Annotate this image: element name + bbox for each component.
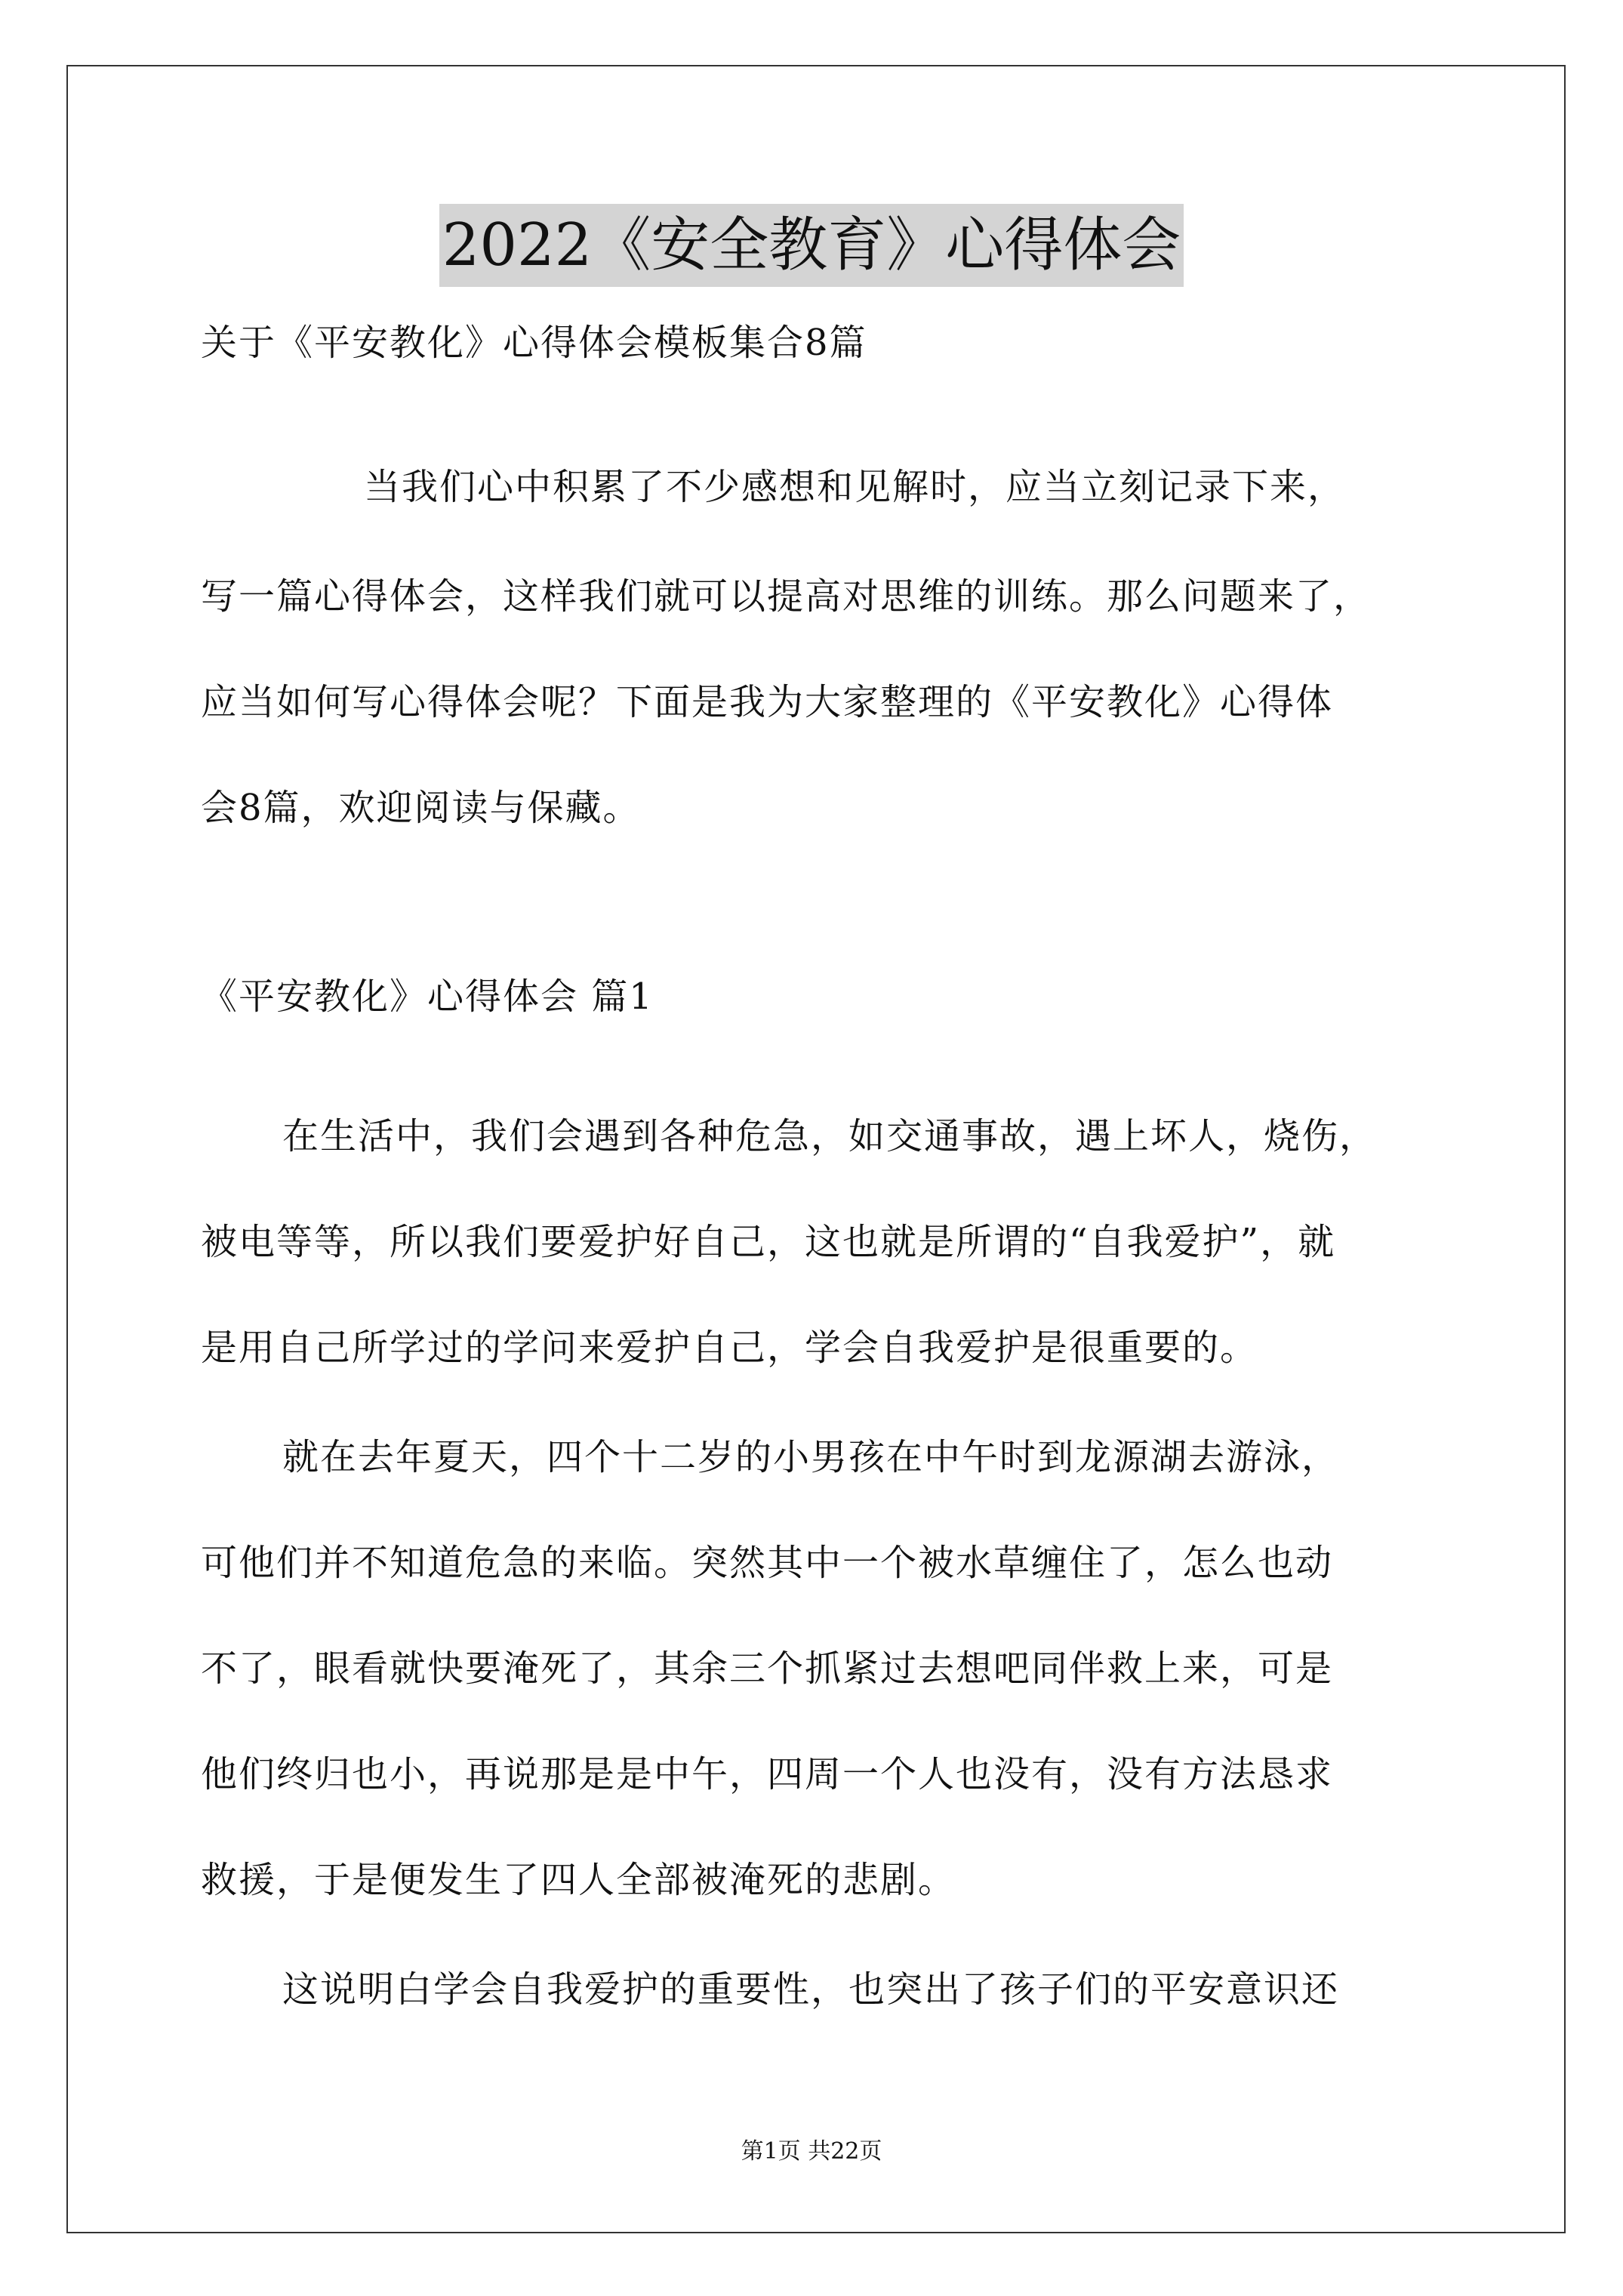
body-line-8: 救援，于是便发生了四人全部被淹死的悲剧。 [201, 1859, 956, 1901]
intro-line-3: 应当如何写心得体会呢？下面是我为大家整理的《平安教化》心得体 [201, 681, 1334, 723]
intro-line-4: 会8篇，欢迎阅读与保藏。 [201, 787, 641, 829]
body-line-9: 这说明白学会自我爱护的重要性，也突出了孩子们的平安意识还 [282, 1968, 1340, 2011]
intro-line-2: 写一篇心得体会，这样我们就可以提高对思维的训练。那么问题来了， [201, 575, 1372, 618]
body-line-2: 被电等等，所以我们要爱护好自己，这也就是所谓的“自我爱护”，就 [201, 1221, 1336, 1263]
document-title: 2022《安全教育》心得体会 [439, 204, 1184, 287]
body-line-4: 就在去年夏天，四个十二岁的小男孩在中午时到龙源湖去游泳， [282, 1436, 1340, 1478]
document-subtitle: 关于《平安教化》心得体会模板集合8篇 [201, 322, 867, 364]
section-heading: 《平安教化》心得体会 篇1 [201, 975, 654, 1018]
body-line-3: 是用自己所学过的学问来爱护自己，学会自我爱护是很重要的。 [201, 1327, 1258, 1369]
body-line-6: 不了，眼看就快要淹死了，其余三个抓紧过去想吧同伴救上来，可是 [201, 1647, 1334, 1690]
body-line-7: 他们终归也小，再说那是是中午，四周一个人也没有，没有方法恳求 [201, 1753, 1334, 1795]
body-line-5: 可他们并不知道危急的来临。突然其中一个被水草缠住了，怎么也动 [201, 1542, 1334, 1584]
intro-line-1: 当我们心中积累了不少感想和见解时，应当立刻记录下来， [364, 466, 1346, 508]
document-title-block [0, 204, 1623, 287]
body-line-1: 在生活中，我们会遇到各种危急，如交通事故，遇上坏人，烧伤， [282, 1115, 1378, 1157]
page-footer: 第1页 共22页 [741, 2138, 882, 2165]
